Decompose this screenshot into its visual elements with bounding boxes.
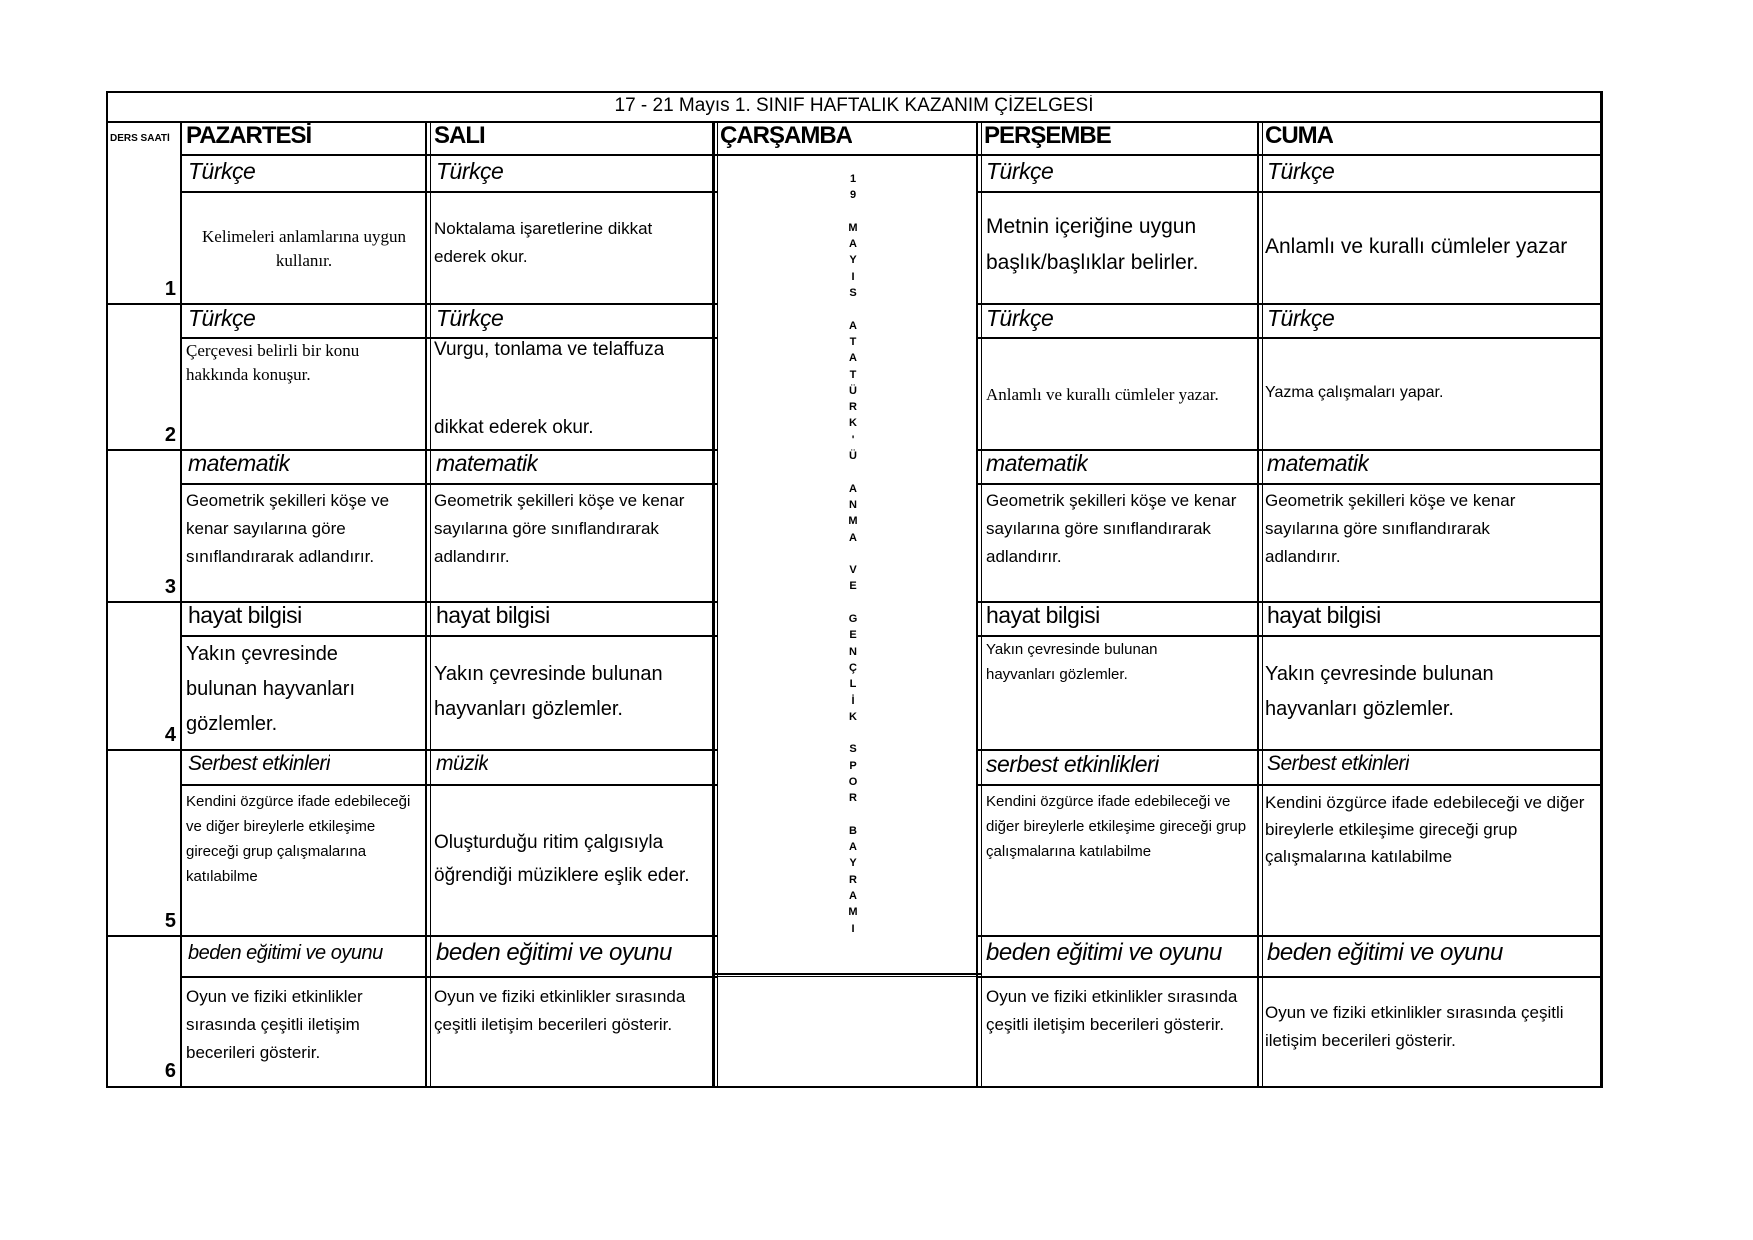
holiday-letter: Ü xyxy=(849,450,857,463)
holiday-letter: P xyxy=(849,759,857,772)
subject-label: Serbest etkinleri xyxy=(1267,752,1410,775)
holiday-letter: S xyxy=(849,743,857,756)
objective-text: Geometrik şekilleri köşe ve kenar sayılarına göre sınıflandırarak adlandırır. xyxy=(434,491,685,566)
objective-text: Geometrik şekilleri köşe ve kenar sayılarına göre sınıflandırarak adlandırır. xyxy=(986,491,1237,566)
objective-text: Anlamlı ve kurallı cümleler yazar. xyxy=(986,385,1219,404)
holiday-letter: M xyxy=(848,906,858,919)
holiday-letter: T xyxy=(849,368,857,381)
col-divider-3 xyxy=(712,121,715,1088)
holiday-letter: N xyxy=(849,498,857,511)
col-divider-2b xyxy=(430,121,431,1088)
table-border-top xyxy=(106,91,1602,93)
holiday-letter: T xyxy=(849,335,857,348)
subject-label: beden eğitimi ve oyunu xyxy=(188,942,383,964)
table-border-bottom xyxy=(106,1086,1602,1088)
subject-label: Türkçe xyxy=(986,305,1054,331)
row-rule xyxy=(976,337,1602,339)
holiday-letter: K xyxy=(849,710,857,723)
holiday-letter: L xyxy=(849,678,857,691)
holiday-letter: ' xyxy=(851,433,855,446)
holiday-letter: Y xyxy=(849,857,857,870)
subject-label: Türkçe xyxy=(436,305,504,331)
day-header-monday: PAZARTESİ xyxy=(186,122,312,149)
objective-text: Oyun ve fiziki etkinlikler sırasında çeşitli iletişim becerileri gösterir. xyxy=(1265,1003,1564,1050)
objective-text: Vurgu, tonlama ve telaffuza xyxy=(434,339,665,360)
objective-text: Anlamlı ve kurallı cümleler yazar xyxy=(1265,235,1568,258)
objective-text: Yakın çevresinde bulunan hayvanları gözlemler. xyxy=(186,643,356,735)
title-rule xyxy=(106,121,1602,123)
holiday-letter: I xyxy=(851,270,855,283)
subject-label: serbest etkinlikleri xyxy=(986,751,1159,777)
holiday-letter xyxy=(851,807,854,823)
row-rule xyxy=(976,976,1602,978)
subject-label: Türkçe xyxy=(986,158,1054,184)
objective-text: Oyun ve fiziki etkinlikler sırasında çeşitli iletişim becerileri gösterir. xyxy=(434,987,686,1034)
holiday-letter: R xyxy=(849,873,857,886)
col-divider-1 xyxy=(180,121,182,1088)
holiday-letter xyxy=(851,725,854,741)
objective-text: Kelimeleri anlamlarına uygun kullanır. xyxy=(202,227,406,270)
lesson-number: 1 xyxy=(164,278,176,300)
header-rule xyxy=(180,154,1602,156)
subject-label: matematik xyxy=(188,450,290,476)
subject-label: hayat bilgisi xyxy=(1267,602,1381,628)
subject-label: beden eğitimi ve oyunu xyxy=(436,939,672,966)
subject-label: Türkçe xyxy=(1267,305,1335,331)
lesson-number: 3 xyxy=(164,576,176,598)
row-rule xyxy=(180,191,718,193)
subject-label: Türkçe xyxy=(188,158,256,184)
objective-text: Noktalama işaretlerine dikkat ederek okur. xyxy=(434,219,653,266)
holiday-letter: O xyxy=(848,775,858,788)
holiday-letter: A xyxy=(849,482,857,495)
subject-label: hayat bilgisi xyxy=(986,602,1100,628)
col-divider-4 xyxy=(976,121,978,1088)
holiday-letter: I xyxy=(851,922,855,935)
subject-label: matematik xyxy=(1267,450,1369,476)
day-header-friday: CUMA xyxy=(1265,122,1333,149)
holiday-letter: A xyxy=(849,238,857,251)
day-header-thursday: PERŞEMBE xyxy=(984,122,1111,149)
objective-text: Kendini özgürce ifade edebileceği ve diğer bireylerle etkileşime gireceği grup çalışmalarına katılabilme xyxy=(986,793,1247,860)
objective-text: Oluşturduğu ritim çalgısıyla öğrendiği müziklere eşlik eder. xyxy=(434,832,690,886)
holiday-letter: E xyxy=(849,629,857,642)
objective-text: Kendini özgürce ifade edebileceği ve diğer bireylerle etkileşime gireceği grup çalışmalarına katılabilme xyxy=(186,793,411,885)
lesson-number: 4 xyxy=(164,724,176,746)
subject-label: beden eğitimi ve oyunu xyxy=(1267,939,1503,966)
holiday-letter: Ü xyxy=(849,384,857,397)
row-rule xyxy=(976,935,1602,937)
objective-text: Oyun ve fiziki etkinlikler sırasında çeşitli iletişim becerileri gösterir. xyxy=(986,987,1238,1034)
row-rule xyxy=(180,784,718,786)
col-divider-4b xyxy=(981,121,982,1088)
objective-text: Metnin içeriğine uygun başlık/başlıklar belirler. xyxy=(986,215,1199,274)
holiday-letter: A xyxy=(849,319,857,332)
day-header-wednesday: ÇARŞAMBA xyxy=(720,122,852,149)
row-rule xyxy=(976,784,1602,786)
objective-text: Geometrik şekilleri köşe ve kenar sayılarına göre sınıflandırarak adlandırır. xyxy=(186,491,390,566)
holiday-letter: R xyxy=(849,401,857,414)
holiday-letter: Ç xyxy=(849,661,857,674)
objective-text: Geometrik şekilleri köşe ve kenar sayılarına göre sınıflandırarak adlandırır. xyxy=(1265,491,1516,566)
holiday-letter: R xyxy=(849,792,857,805)
holiday-letter: Y xyxy=(849,254,857,267)
holiday-letter: M xyxy=(848,221,858,234)
holiday-letter xyxy=(851,301,854,317)
col-divider-5b xyxy=(1262,121,1263,1088)
lesson-number: 5 xyxy=(164,910,176,932)
holiday-letter: G xyxy=(848,613,858,626)
table-border-left xyxy=(106,91,108,1088)
ders-saati-header: DERS SAATİ xyxy=(110,133,170,144)
schedule-table xyxy=(106,91,1602,1088)
holiday-letter: S xyxy=(849,287,857,300)
subject-label: hayat bilgisi xyxy=(436,602,550,628)
row-rule xyxy=(180,483,718,485)
subject-label: Türkçe xyxy=(436,158,504,184)
page-title: 17 - 21 Mayıs 1. SINIF HAFTALIK KAZANIM ÇİZELGESİ xyxy=(614,95,1094,116)
subject-label: beden eğitimi ve oyunu xyxy=(986,939,1222,966)
objective-text: Yakın çevresinde bulunan hayvanları gözlemler. xyxy=(434,663,663,720)
objective-text: Yakın çevresinde bulunan hayvanları gözlemler. xyxy=(986,641,1158,683)
subject-label: Türkçe xyxy=(188,305,256,331)
row-rule xyxy=(106,935,718,937)
subject-label: Türkçe xyxy=(1267,158,1335,184)
holiday-letter: N xyxy=(849,645,857,658)
objective-text: Yakın çevresinde bulunan hayvanları gözlemler. xyxy=(1265,663,1494,720)
holiday-letter: B xyxy=(849,824,857,837)
holiday-letter: V xyxy=(849,564,857,577)
subject-label: matematik xyxy=(436,450,538,476)
objective-text: Oyun ve fiziki etkinlikler sırasında çeşitli iletişim becerileri gösterir. xyxy=(186,987,363,1062)
holiday-letter: A xyxy=(849,890,857,903)
holiday-letter: A xyxy=(849,841,857,854)
holiday-letter: E xyxy=(849,580,857,593)
subject-label: matematik xyxy=(986,450,1088,476)
holiday-letter: A xyxy=(849,352,857,365)
holiday-letter: İ xyxy=(851,694,855,707)
holiday-letter: M xyxy=(848,515,858,528)
objective-text: Kendini özgürce ifade edebileceği ve diğer bireylerle etkileşime gireceği grup çalışmalarına katılabilme xyxy=(1265,793,1585,866)
objective-text: Çerçevesi belirli bir konu hakkında konuşur. xyxy=(186,341,360,384)
lesson-number: 6 xyxy=(164,1060,176,1082)
holiday-letter xyxy=(851,595,854,611)
row-rule xyxy=(180,976,718,978)
holiday-letter xyxy=(851,546,854,562)
holiday-letter: 1 xyxy=(849,173,857,185)
subject-label: Serbest etkinleri xyxy=(188,752,331,775)
row-rule xyxy=(976,191,1602,193)
holiday-letter xyxy=(851,204,854,220)
lesson-number: 2 xyxy=(164,424,176,446)
col-divider-2 xyxy=(425,121,427,1088)
objective-text: dikkat ederek okur. xyxy=(434,417,594,438)
holiday-vertical-text xyxy=(841,171,865,1051)
objective-text: Yazma çalışmaları yapar. xyxy=(1265,384,1444,401)
day-header-tuesday: SALI xyxy=(434,122,485,149)
subject-label: hayat bilgisi xyxy=(188,602,302,628)
col-divider-5 xyxy=(1257,121,1259,1088)
holiday-letter: K xyxy=(849,417,857,430)
table-border-right xyxy=(1600,91,1603,1088)
subject-label: müzik xyxy=(436,752,489,775)
holiday-letter xyxy=(851,464,854,480)
holiday-letter: A xyxy=(849,531,857,544)
col-divider-3b xyxy=(717,121,718,1088)
holiday-letter: 9 xyxy=(849,189,857,202)
row-rule xyxy=(976,483,1602,485)
